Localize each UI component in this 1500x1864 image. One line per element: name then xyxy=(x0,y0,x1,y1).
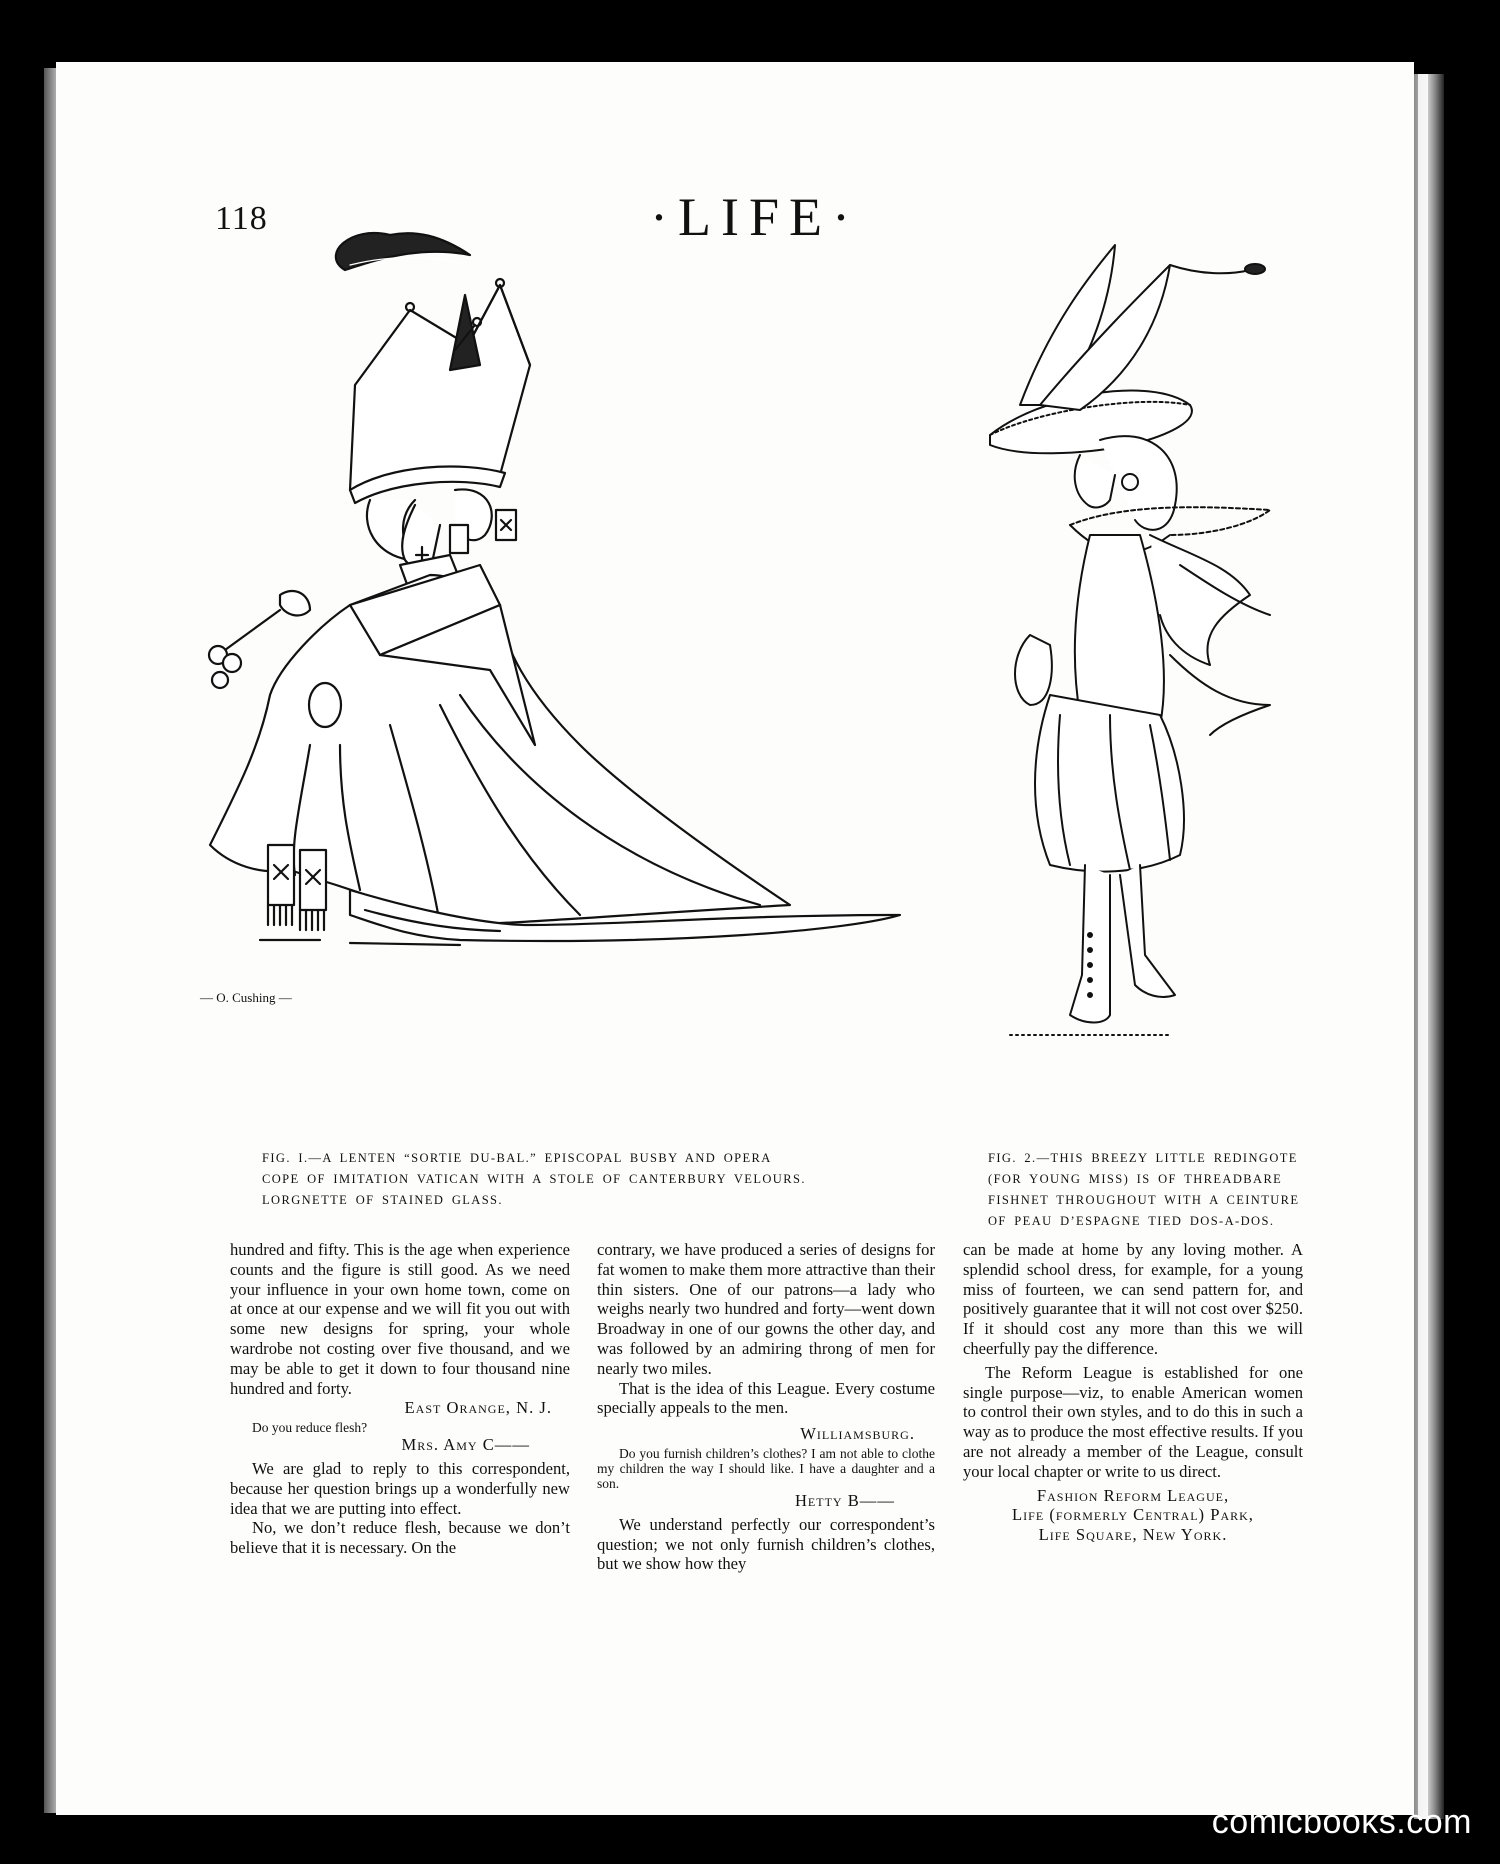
closing-signature-line: Fashion Reform League, xyxy=(1036,1485,1230,1505)
letter-place: East Orange, N. J. xyxy=(404,1398,552,1418)
fig2-caption-line: OF PEAU D’ESPAGNE TIED DOS-A-DOS. xyxy=(988,1214,1275,1228)
letter-signature: Mrs. Amy C—— xyxy=(401,1435,530,1455)
fig1-caption xyxy=(262,1148,832,1211)
fig1-caption-line: FIG. I.—A LENTEN “SORTIE DU-BAL.” EPISCOPAL BUSBY AND OPERA xyxy=(262,1151,772,1165)
text-column-3 xyxy=(963,1240,1303,1545)
paragraph: No, we don’t reduce flesh, because we don’t believe that it is necessary. On the xyxy=(230,1518,570,1558)
paragraph: That is the idea of this League. Every costume specially appeals to the men. xyxy=(597,1378,935,1418)
closing-signature-line: Life (formerly Central) Park, xyxy=(1012,1505,1254,1525)
text-column-2 xyxy=(597,1240,935,1574)
page-number: 118 xyxy=(215,200,268,237)
paragraph: can be made at home by any loving mother. A splendid school dress, for example, for a young miss of fourteen, we can send pattern for, and positively guarantee that it will not cost over $250. If it should cost any more than this we will cheerfully pay the difference. xyxy=(963,1240,1303,1358)
letter-place: Williamsburg. xyxy=(800,1424,915,1444)
paragraph: contrary, we have produced a series of designs for fat women to make them more attractive than their thin sisters. One of our patrons—a lady who weighs nearly two hundred and forty—went down Broadway in one of our gowns the other day, and was followed by an admiring throng of men for nearly two miles. xyxy=(597,1240,935,1378)
text-column-1 xyxy=(230,1240,570,1558)
fig1-illustration xyxy=(200,225,940,1125)
fig1-caption-line: LORGNETTE OF STAINED GLASS. xyxy=(262,1193,503,1207)
letter-text: Do you reduce flesh? xyxy=(252,1420,368,1436)
paragraph: The Reform League is established for one single purpose—viz, to enable American women to control their own styles, and to do this in such a way as to produce the most effective results. If you are not already a member of the League, consult your local chapter or write to us direct. xyxy=(963,1362,1303,1481)
paragraph: hundred and fifty. This is the age when experience counts and the figure is still good. As we need your influence in your own home town, come on at once at our expense and we will fit you out with some new designs for spring, your whole wardrobe not costing over five thousand, and we may be able to get it down to four thousand nine hundred and forty. xyxy=(230,1240,570,1398)
fig2-caption-line: (FOR YOUNG MISS) IS OF THREADBARE xyxy=(988,1172,1283,1186)
fig2-illustration xyxy=(970,235,1310,1105)
fig2-caption-line: FISHNET THROUGHOUT WITH A CEINTURE xyxy=(988,1193,1300,1207)
fig1-artist-signature: — O. Cushing — xyxy=(200,990,292,1005)
letter-text: Do you furnish children’s clothes? I am not able to clothe my children the way I should like. I have a daughter and a son. xyxy=(597,1445,935,1491)
fig2-caption xyxy=(988,1148,1348,1232)
paragraph: We are glad to reply to this correspondent, because her question brings up a wonderfully new idea that we are putting into effect. xyxy=(230,1458,570,1518)
next-page-edge-highlight xyxy=(1418,74,1428,1819)
fig2-caption-line: FIG. 2.—THIS BREEZY LITTLE REDINGOTE xyxy=(988,1151,1298,1165)
site-watermark: comicbooks.com xyxy=(1211,1803,1472,1841)
fig1-caption-line: COPE OF IMITATION VATICAN WITH A STOLE OF CANTERBURY VELOURS. xyxy=(262,1172,806,1186)
closing-signature-line: Life Square, New York. xyxy=(1038,1525,1228,1545)
paragraph: We understand perfectly our correspondent’s question; we not only furnish children’s clothes, but we show how they xyxy=(597,1514,935,1574)
letter-signature: Hetty B—— xyxy=(794,1490,895,1510)
masthead-title: ·LIFE· xyxy=(650,187,860,247)
